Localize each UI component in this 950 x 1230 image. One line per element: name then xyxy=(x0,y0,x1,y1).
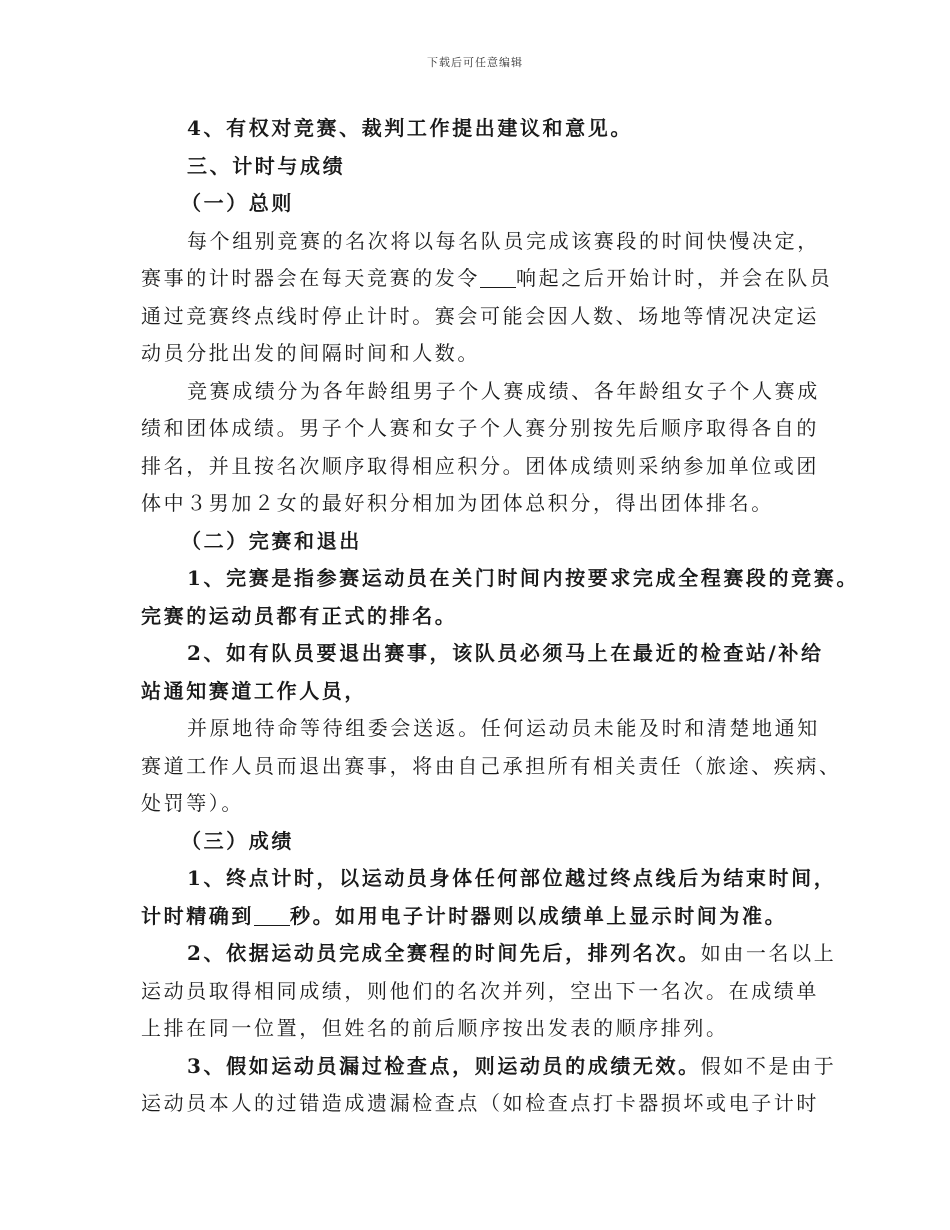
document-body xyxy=(141,110,859,1123)
paragraph-line: 赛道工作人员而退出赛事，将由自己承担所有相关责任（旅途、疾病、 xyxy=(141,753,842,778)
paragraph-line: 运动员本人的过错造成遗漏检查点（如检查点打卡器损坏或电子计时 xyxy=(141,1091,819,1115)
paragraph-line: 站通知赛道工作人员， xyxy=(141,678,367,703)
bold-span: 3、假如运动员漏过检查点，则运动员的成绩无效。 xyxy=(187,1053,701,1078)
text-span: 秒。如用电子计时器则以成绩单上显示时间为准。 xyxy=(290,903,788,928)
paragraph-line xyxy=(141,935,837,973)
fill-in-blank xyxy=(480,267,516,288)
paragraph-line: 排名，并且按名次顺序取得相应积分。团体成绩则采纳参加单位或团 xyxy=(141,453,819,478)
text-span: 响起之后开始计时，并会在队员 xyxy=(516,266,833,290)
paragraph-line: 处罚等）。 xyxy=(141,791,244,815)
paragraph-line: 4、有权对竞赛、裁判工作提出建议和意见。 xyxy=(187,116,633,140)
paragraph-line: 并原地待命等待组委会送返。任何运动员未能及时和清楚地通知 xyxy=(187,716,820,740)
fill-in-blank xyxy=(254,905,290,926)
subsection-heading: （一）总则 xyxy=(181,191,294,215)
subsection-heading: （三）成绩 xyxy=(181,828,294,853)
section-heading: 三、计时与成绩 xyxy=(187,153,346,178)
paragraph-line: 竞赛成绩分为各年龄组男子个人赛成绩、各年龄组女子个人赛成 xyxy=(187,378,820,403)
text-span: 赛事的计时器会在每天竞赛的发令 xyxy=(141,266,480,290)
paragraph-line xyxy=(141,260,833,298)
paragraph-line xyxy=(141,223,820,261)
paragraph-line: 动员分批出发的间隔时间和人数。 xyxy=(141,341,480,365)
subsection-heading: （二）完赛和退出 xyxy=(181,528,362,553)
text-span: 每个组别竞赛的名次将以每名队员完成该赛段的时间快慢决定， xyxy=(187,228,820,253)
paragraph-line xyxy=(141,1048,837,1086)
paragraph-line: 完赛的运动员都有正式的排名。 xyxy=(141,603,458,628)
paragraph-line: 运动员取得相同成绩，则他们的名次并列，空出下一名次。在成绩单 xyxy=(141,978,819,1003)
paragraph-line: 体中３男加２女的最好积分相加为团体总积分，得出团体排名。 xyxy=(141,491,774,515)
bold-span: 2、依据运动员完成全赛程的时间先后，排列名次。 xyxy=(187,941,701,965)
paragraph-line: 绩和团体成绩。男子个人赛和女子个人赛分别按先后顺序取得各自的 xyxy=(141,416,819,440)
paragraph-line: 通过竞赛终点线时停止计时。赛会可能会因人数、场地等情况决定运 xyxy=(141,303,819,328)
page-header: 下载后可任意编辑 xyxy=(427,56,523,69)
text-span: 假如不是由于 xyxy=(700,1053,837,1078)
paragraph-line: 上排在同一位置，但姓名的前后顺序按出发表的顺序排列。 xyxy=(141,1016,729,1040)
text-span: 计时精确到 xyxy=(141,903,254,928)
paragraph-line: 1、完赛是指参赛运动员在关门时间内按要求完成全程赛段的竞赛。 xyxy=(187,566,859,590)
paragraph-line: 1、终点计时，以运动员身体任何部位越过终点线后为结束时间， xyxy=(187,866,837,890)
text-span: 如由一名以上 xyxy=(700,941,837,965)
paragraph-line: 2、如有队员要退出赛事，该队员必须马上在最近的检查站/补给 xyxy=(187,641,824,665)
paragraph-line xyxy=(141,898,811,936)
